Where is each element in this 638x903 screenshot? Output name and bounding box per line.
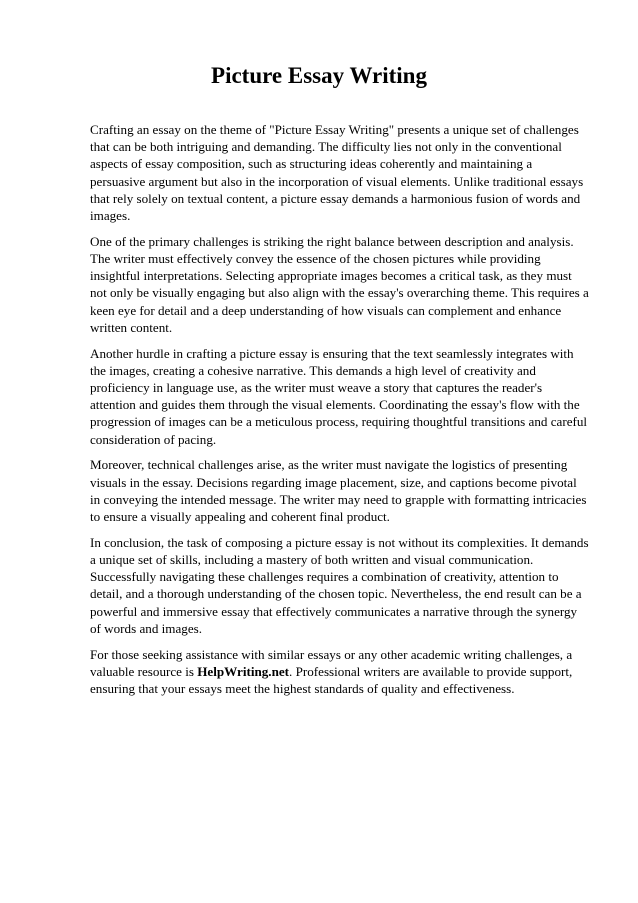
paragraph-closing <box>90 646 590 698</box>
closing-text-start: For those seeking assistance with similar essays or any other academic writing challenges, a valuable resource is <box>90 646 573 679</box>
paragraph-5: In conclusion, the task of composing a picture essay is not without its complexities. It demands a unique set of skills, including a mastery of both written and visual communication. Successfully navigating these challenges requires a combination of creativity, attention to detail, and a thorough understanding of the chosen topic. Nevertheless, the end result can be a powerful and immersive essay that effectively communicates a narrative through the synergy of words and images. <box>90 534 589 636</box>
paragraph-2: One of the primary challenges is striking the right balance between description and analysis. The writer must effectively convey the essence of the chosen pictures while providing insightful interpretations. Selecting appropriate images becomes a critical task, as they must not only be visually engaging but also align with the essay's overarching theme. This requires a keen eye for detail and a deep understanding of how visuals can complement and enhance written content. <box>90 233 589 335</box>
paragraph-3: Another hurdle in crafting a picture essay is ensuring that the text seamlessly integrates with the images, creating a cohesive narrative. This demands a high level of creativity and proficiency in language use, as the writer must weave a story that captures the reader's attention and guides them through the visual elements. Coordinating the essay's flow with the progression of images can be a meticulous process, requiring thoughtful transitions and careful consideration of pacing. <box>90 345 588 447</box>
document-title: Picture Essay Writing <box>211 63 427 88</box>
brand-name: HelpWriting.net <box>197 663 290 679</box>
closing-text-end: . Professional writers are available to provide support, ensuring that your essays meet the highest standards of quality and effectiveness. <box>90 663 573 697</box>
paragraph-4: Moreover, technical challenges arise, as the writer must navigate the logistics of presenting visuals in the essay. Decisions regarding image placement, size, and captions become pivotal in conveying the intended message. The writer may need to grapple with formatting intricacies to ensure a visually appealing and coherent final product. <box>90 457 587 525</box>
document-body <box>90 121 590 706</box>
paragraph-1: Crafting an essay on the theme of "Picture Essay Writing" presents a unique set of challenges that can be both intriguing and demanding. The difficulty lies not only in the conventional aspects of essay composition, such as structuring ideas coherently and maintaining a persuasive argument but also in the incorporation of visual elements. Unlike traditional essays that rely solely on textual content, a picture essay demands a harmonious fusion of words and images. <box>90 122 584 224</box>
